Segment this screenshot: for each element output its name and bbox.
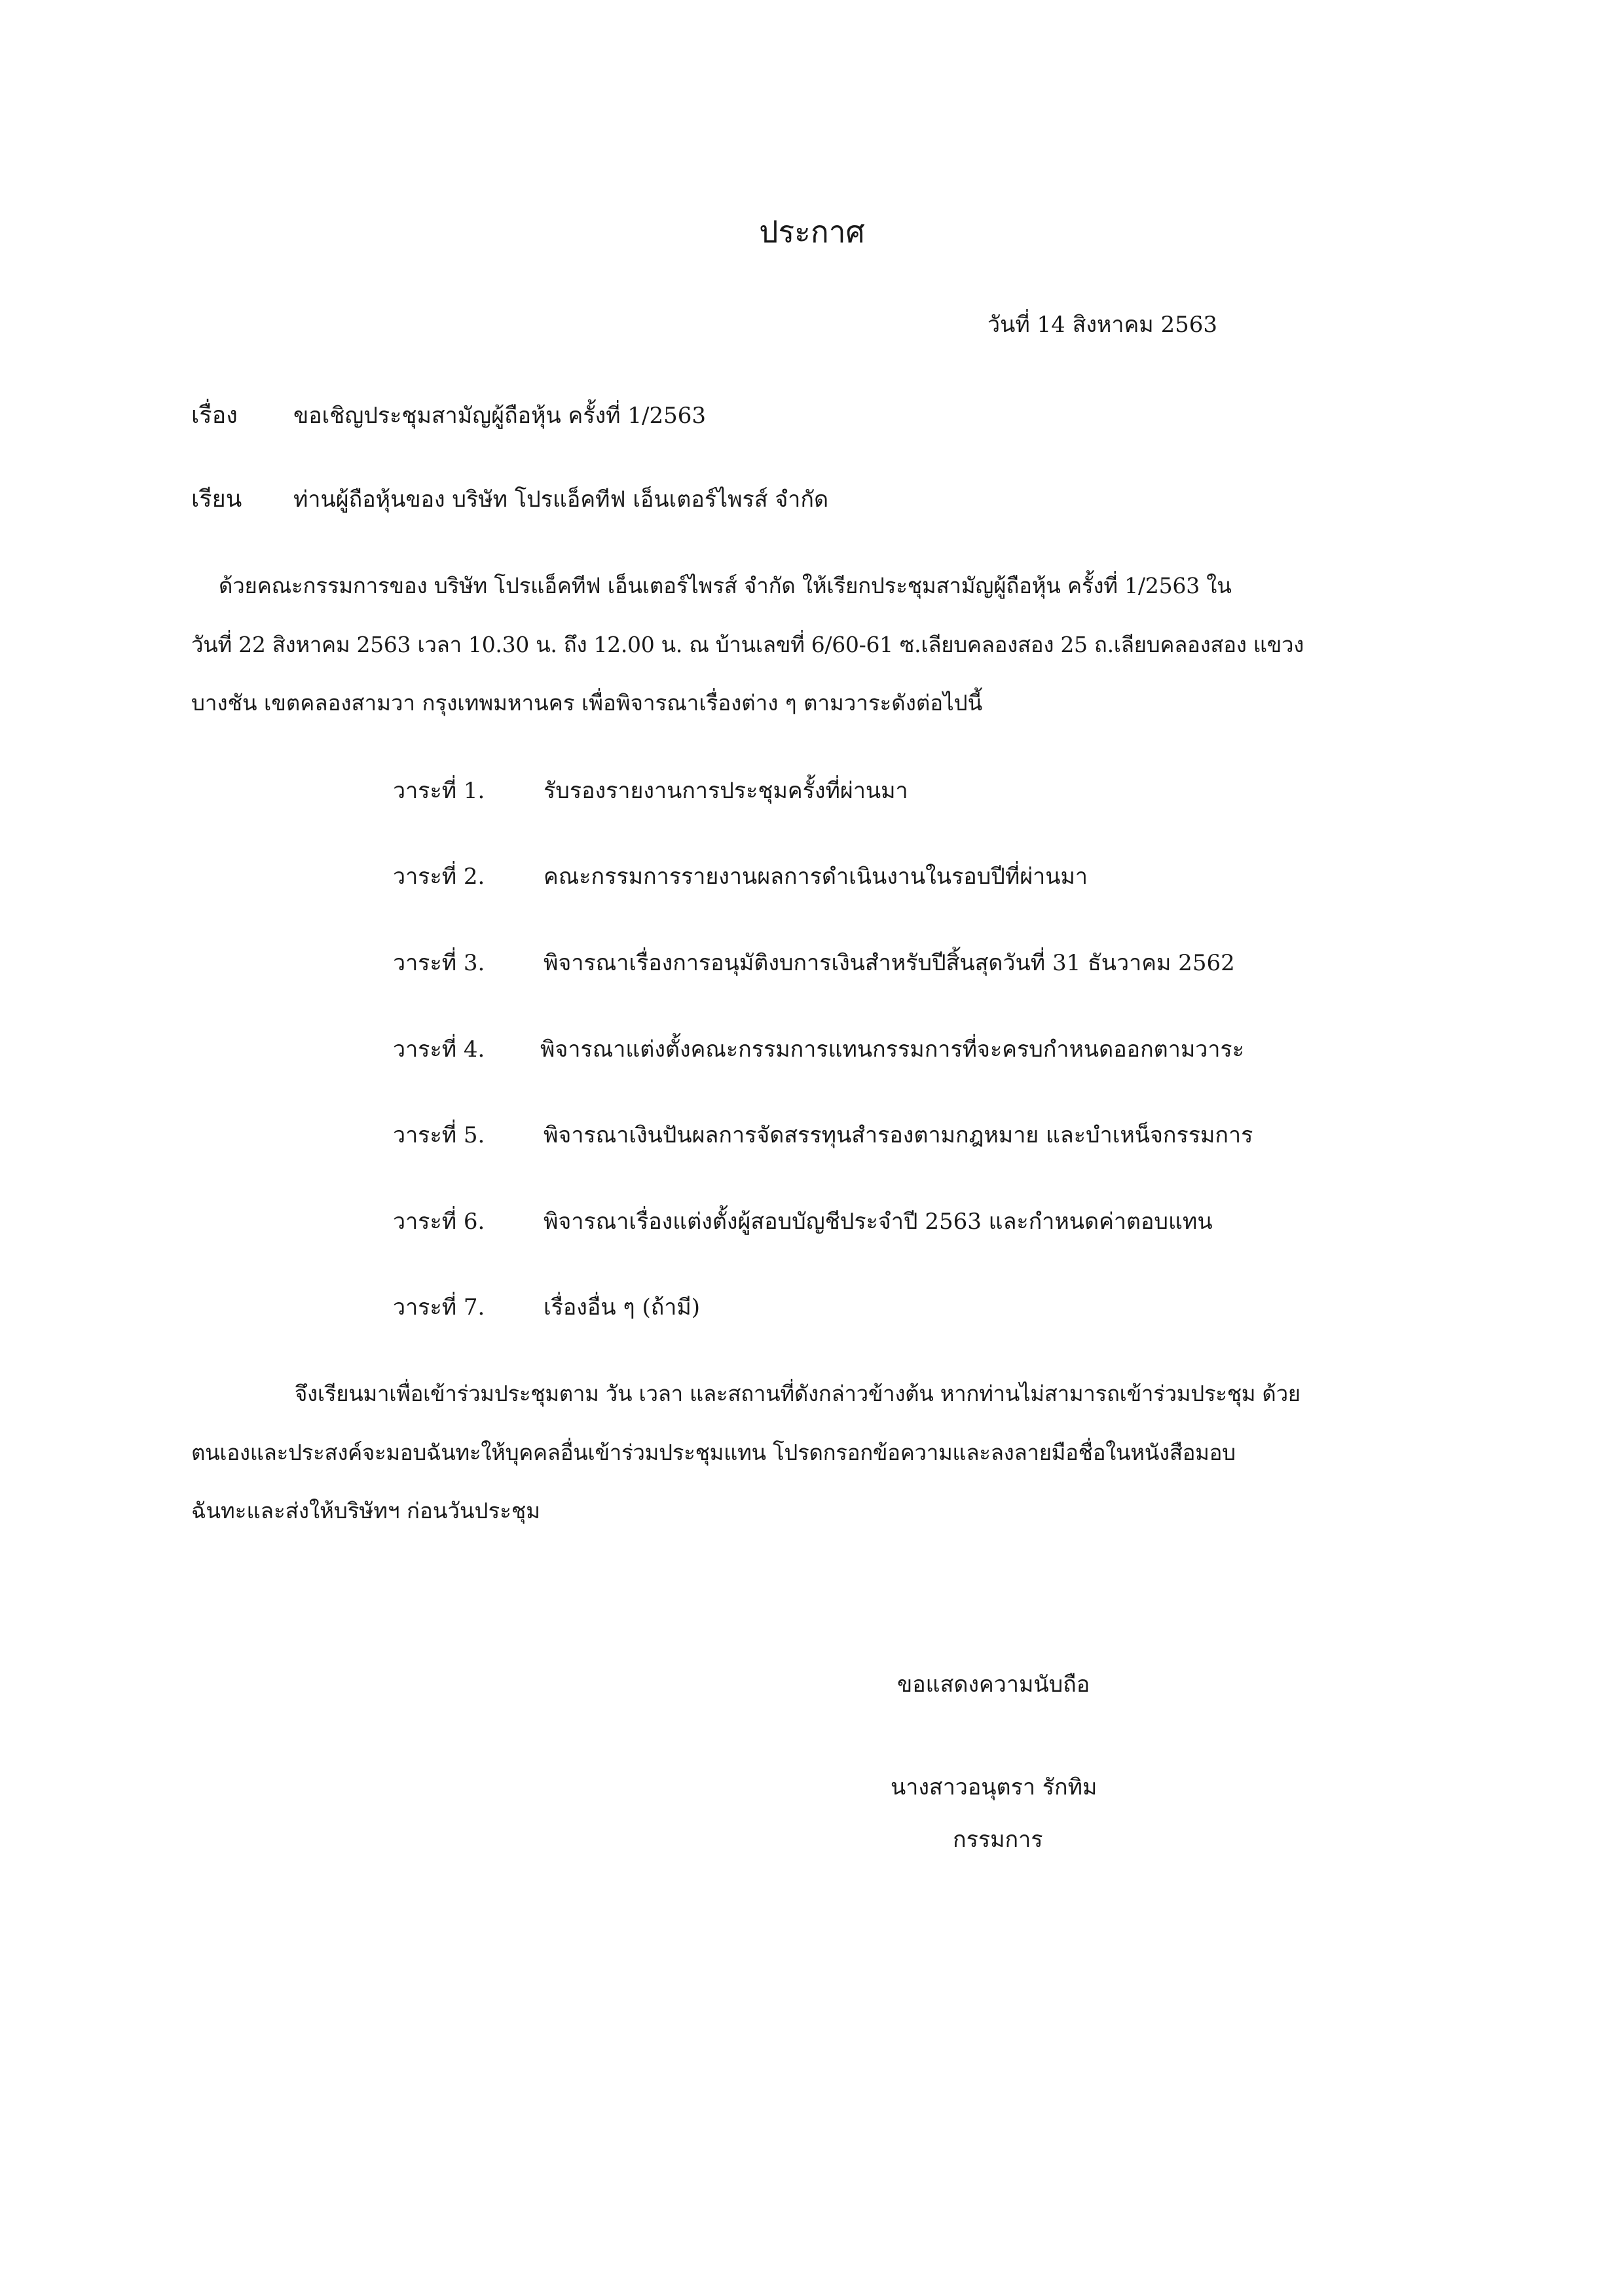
agenda-item-text: เรื่องอื่น ๆ (ถ้ามี) [544,1294,701,1321]
agenda-number: วาระที่ 5. [393,1122,485,1148]
agenda-item-text: พิจารณาเงินปันผลการจัดสรรทุนสำรองตามกฎหมาย และบำเหน็จกรรมการ [544,1122,1253,1148]
intro-line-3: บางชัน เขตคลองสามวา กรุงเทพมหานคร เพื่อพิจารณาเรื่องต่าง ๆ ตามวาระดังต่อไปนี้ [191,690,983,716]
subject-label: เรื่อง [191,402,238,429]
closing-line-2: ตนเองและประสงค์จะมอบฉันทะให้บุคคลอื่นเข้าร่วมประชุมแทน โปรดกรอกข้อความและลงลายมือชื่อในหนังสือมอบ [191,1440,1236,1465]
document-title: ประกาศ [759,214,865,249]
signer-title: กรรมการ [953,1827,1043,1853]
agenda-number: วาระที่ 1. [393,778,485,804]
intro-line-2: วันที่ 22 สิงหาคม 2563 เวลา 10.30 น. ถึง 12.00 น. ณ บ้านเลขที่ 6/60-61 ซ.เลียบคลองสอง 25 ถ.เลียบคลองสอง แขวง [191,632,1304,657]
agenda-number: วาระที่ 4. [393,1036,485,1063]
closing-line-1: จึงเรียนมาเพื่อเข้าร่วมประชุมตาม วัน เวลา และสถานที่ดังกล่าวข้างต้น หากท่านไม่สามารถเข้าร่วมประชุม ด้วย [295,1381,1301,1406]
agenda-number: วาระที่ 7. [393,1294,485,1321]
closing-regards: ขอแสดงความนับถือ [897,1671,1090,1698]
agenda-item-text: พิจารณาแต่งตั้งคณะกรรมการแทนกรรมการที่จะครบกำหนดออกตามวาระ [540,1036,1244,1063]
closing-line-3: ฉันทะและส่งให้บริษัทฯ ก่อนวันประชุม [191,1498,541,1523]
document-date: วันที่ 14 สิงหาคม 2563 [987,312,1217,338]
agenda-item-text: รับรองรายงานการประชุมครั้งที่ผ่านมา [544,778,908,804]
recipient-label: เรียน [191,486,242,513]
agenda-number: วาระที่ 3. [393,950,485,976]
subject-text: ขอเชิญประชุมสามัญผู้ถือหุ้น ครั้งที่ 1/2563 [293,403,706,429]
intro-line-1: ด้วยคณะกรรมการของ บริษัท โปรแอ็คทีฟ เอ็นเตอร์ไพรส์ จำกัด ให้เรียกประชุมสามัญผู้ถือหุ้น ครั้งที่ 1/2563 ใน [219,573,1232,598]
agenda-item-text: พิจารณาเรื่องแต่งตั้งผู้สอบบัญชีประจำปี 2563 และกำหนดค่าตอบแทน [544,1209,1213,1235]
signer-name: นางสาวอนุตรา รักทิม [891,1774,1098,1800]
agenda-number: วาระที่ 6. [393,1209,485,1235]
recipient-text: ท่านผู้ถือหุ้นของ บริษัท โปรแอ็คทีฟ เอ็นเตอร์ไพรส์ จำกัด [293,486,829,513]
agenda-item-text: พิจารณาเรื่องการอนุมัติงบการเงินสำหรับปีสิ้นสุดวันที่ 31 ธันวาคม 2562 [544,950,1235,976]
agenda-number: วาระที่ 2. [393,864,485,890]
agenda-item-text: คณะกรรมการรายงานผลการดำเนินงานในรอบปีที่ผ่านมา [544,864,1088,890]
